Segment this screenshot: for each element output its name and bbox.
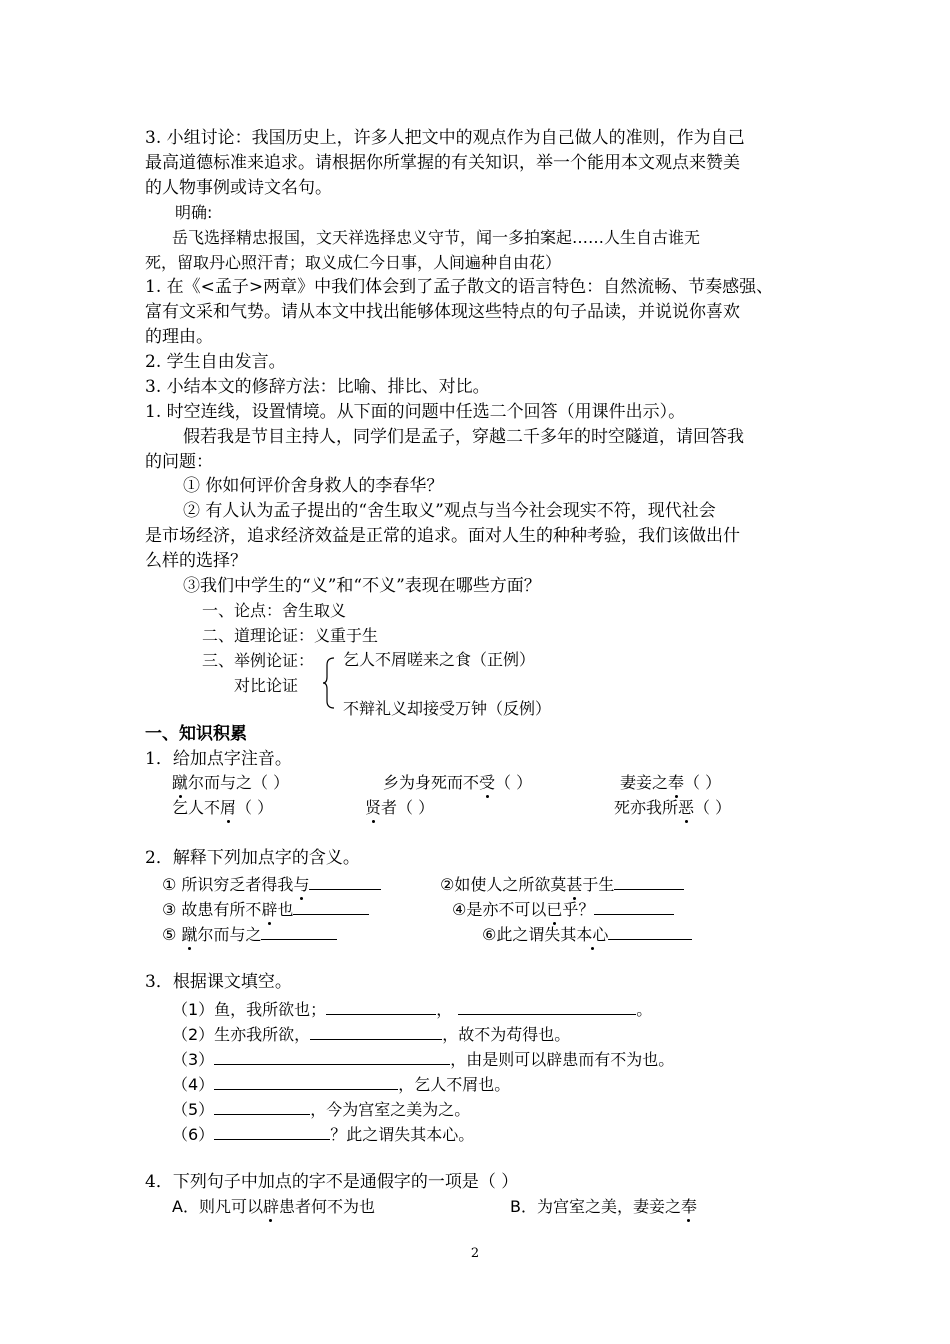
p2-text: 2. 学生自由发言。	[145, 352, 286, 372]
question-b-line1: ② 有人认为孟子提出的“舍生取义”观点与当今社会现实不符，现代社会	[183, 501, 716, 521]
q3-line3: 的人物事例或诗文名句。	[145, 178, 332, 198]
outline-reasoning: 二、道理论证：义重于生	[202, 626, 379, 645]
q4-option-b[interactable]: B．为宫室之美，妻妾之奉	[510, 1197, 697, 1216]
q1-a-dot: 蹴	[172, 773, 189, 792]
q2-item-1: ① 所识穷乏者得我与	[162, 871, 381, 897]
q1-item-e: 贤者（ ）	[365, 798, 435, 817]
t1-text: 1. 时空连线，设置情境。从下面的问题中任选二个回答（用课件出示）。	[145, 402, 686, 422]
fill-blank[interactable]	[214, 1096, 310, 1115]
answer-blank[interactable]	[261, 921, 337, 940]
curly-brace	[322, 657, 336, 709]
q2-item-2: ②如使人之所欲莫甚于生	[440, 871, 684, 897]
q1-title: 1．给加点字注音。	[145, 749, 292, 769]
outline-contrast: 对比论证	[234, 676, 299, 695]
q1-f-dot: 恶	[678, 798, 695, 817]
question-b-line2: 是市场经济，追求经济效益是正常的追求。面对人生的种种考验，我们该做出什	[145, 526, 740, 546]
example-negative: 不辩礼义却接受万钟（反例）	[343, 699, 552, 718]
p1-line2: 富有文采和气势。请从本文中找出能够体现这些特点的句子品读，并说说你喜欢	[145, 302, 740, 322]
outline-thesis: 一、论点：舍生取义	[202, 601, 347, 620]
q1-c-dot: 奉	[668, 773, 685, 792]
question-a: ① 你如何评价舍身救人的李春华？	[183, 476, 444, 496]
q2-item-6: ⑥此之谓失其本心	[482, 921, 692, 947]
q1-item-b: 乡为身死而不受（ ）	[383, 773, 533, 792]
q2-item-5: ⑤ 蹴尔而与之	[162, 921, 337, 947]
answer-blank[interactable]	[293, 896, 369, 915]
q3-line1: 3. 小组讨论：我国历史上，许多人把文中的观点作为自己做人的准则，作为自己	[145, 128, 745, 148]
example-positive: 乞人不屑嗟来之食（正例）	[343, 650, 536, 669]
answer-blank[interactable]	[594, 896, 674, 915]
answer-blank[interactable]	[608, 921, 692, 940]
q3-title: 3．根据课文填空。	[145, 972, 292, 992]
answer-blank[interactable]	[614, 871, 684, 890]
q3-row-6: （6） ？此之谓失其本心。	[172, 1121, 474, 1147]
fill-blank[interactable]	[214, 1071, 398, 1090]
question-b-line3: 么样的选择？	[145, 551, 247, 571]
fill-blank[interactable]	[310, 1021, 442, 1040]
q2-title: 2．解释下列加点字的含义。	[145, 848, 360, 868]
q3-row-3: （3） ，由是则可以辟患而有不为也。	[172, 1046, 674, 1072]
q3-row-1: （1）鱼，我所欲也； ， 。	[172, 996, 652, 1022]
q1-item-f: 死亦我所恶（ ）	[614, 798, 732, 817]
question-c: ③我们中学生的“义”和“不义”表现在哪些方面？	[183, 576, 541, 596]
q1-d-dot: 屑	[220, 798, 237, 817]
q1-item-a: 蹴尔而与之（ ）	[172, 773, 290, 792]
q2-item-4: ④是亦不可以已乎？	[452, 896, 674, 922]
q2-item-3: ③ 故患有所不辟也	[162, 896, 369, 922]
p3-text: 3. 小结本文的修辞方法：比喻、排比、对比。	[145, 377, 490, 397]
q1-item-c: 妻妾之奉（ ）	[620, 773, 722, 792]
fill-blank[interactable]	[214, 1046, 450, 1065]
q3-row-4: （4） ，乞人不屑也。	[172, 1071, 510, 1097]
p1-line1: 1. 在《<孟子>两章》中我们体会到了孟子散文的语言特色：自然流畅、节奏感强、	[145, 277, 774, 297]
q1-b-dot: 受	[479, 773, 496, 792]
fill-blank[interactable]	[214, 1121, 330, 1140]
q3-row-5: （5） ，今为宫室之美为之。	[172, 1096, 470, 1122]
q3-line2: 最高道德标准来追求。请根据你所掌握的有关知识，举一个能用本文观点来赞美	[145, 153, 740, 173]
mingque-label: 明确:	[175, 203, 213, 222]
fill-blank[interactable]	[326, 996, 436, 1015]
t1-intro-line1: 假若我是节目主持人，同学们是孟子，穿越二千多年的时空隧道，请回答我	[183, 427, 744, 447]
q4-option-a[interactable]: A．则凡可以辟患者何不为也	[172, 1197, 375, 1216]
fill-blank[interactable]	[458, 996, 636, 1015]
t1-intro-line2: 的问题：	[145, 452, 213, 472]
q1-item-d: 乞人不屑（ ）	[172, 798, 274, 817]
page-number: 2	[470, 1246, 480, 1261]
outline-examples: 三、举例论证：	[202, 651, 315, 670]
answer-blank[interactable]	[309, 871, 381, 890]
q4-title: 4．下列句子中加点的字不是通假字的一项是（ ）	[145, 1172, 519, 1192]
q3-row-2: （2）生亦我所欲， ，故不为苟得也。	[172, 1021, 570, 1047]
q1-e-dot: 贤	[365, 798, 382, 817]
answer-line2: 死，留取丹心照汗青；取义成仁今日事，人间遍种自由花）	[145, 253, 562, 272]
p1-line3: 的理由。	[145, 327, 213, 347]
answer-line1: 岳飞选择精忠报国，文天祥选择忠义守节，闻一多拍案起……人生自古谁无	[172, 228, 701, 247]
section-heading: 一、知识积累	[145, 724, 247, 744]
